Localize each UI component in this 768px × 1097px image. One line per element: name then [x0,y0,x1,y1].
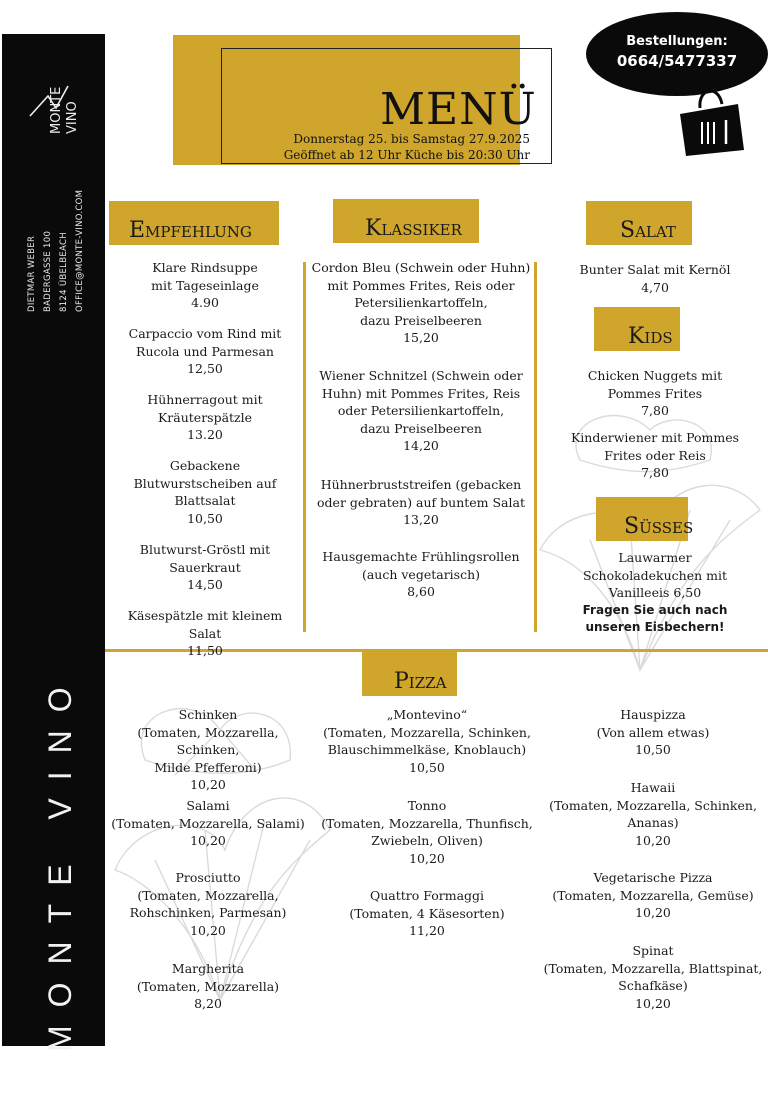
section-header-empfehlung [109,201,279,245]
section-title-suesses: Süßes [624,514,694,539]
item-price: 10,50 [409,759,445,775]
item-price: 10,20 [190,922,226,938]
item-name: Blutwurst-Gröstl mit Sauerkraut [139,542,271,575]
item-name: Bunter Salat mit Kernöl [579,262,731,277]
item-name: Carpaccio vom Rind mit Rucola und Parmesan [128,326,282,359]
item-name: Lauwarmer Schokoladekuchen mit Vanilleeis 6,50 [582,550,728,600]
menu-item-empfehlung-4 [110,457,300,527]
item-price: 8,60 [407,584,435,599]
pizza-item-tonno [318,797,536,867]
address-street: BADERGASSE 100 [43,230,53,312]
item-price: 10,20 [190,777,226,792]
item-price: 8,20 [194,996,222,1011]
item-name: Gebackene Blutwurstscheiben auf Blattsalat [133,458,277,508]
item-price: 10,20 [635,832,671,848]
item-name: Hawaii (Tomaten, Mozzarella, Schinken, Ananas) [549,780,757,830]
section-header-suesses [596,497,694,541]
pizza-item-hawaii [540,779,766,849]
item-name: Spinat (Tomaten, Mozzarella, Blattspinat, Schafkäse) [543,943,763,993]
pizza-item-quattro-formaggi [318,887,536,940]
order-phone[interactable]: 0664/5477337 [616,52,738,70]
divider-right [534,262,537,632]
item-price: 14,20 [403,438,439,453]
menu-item-klassiker-2 [310,367,532,455]
divider-left [303,262,306,632]
item-price: 13,20 [403,512,439,527]
hours-line: Geöffnet ab 12 Uhr Küche bis 20:30 Uhr [283,148,530,162]
item-price: 10,20 [635,995,671,1011]
item-name: Quattro Formaggi (Tomaten, 4 Käsesorten) [349,888,505,921]
item-name: Kinderwiener mit Pommes Frites oder Reis [570,430,740,463]
section-title-empfehlung: Empfehlung [129,218,252,243]
menu-item-klassiker-1 [310,259,532,347]
item-name: Cordon Bleu (Schwein oder Huhn) mit Pommes Frites, Reis oder Petersilienkartoffeln, dazu Preiselbeeren [311,260,531,328]
item-price: 4.90 [191,295,219,310]
pizza-item-prosciutto [108,869,308,939]
menu-item-empfehlung-6 [110,607,300,660]
item-price: 10,20 [635,905,671,920]
item-price: 10,50 [635,742,671,757]
address-city: 8124 ÜBELBEACH [59,232,69,312]
menu-item-empfehlung-1 [110,259,300,312]
item-name: „Montevino“ (Tomaten, Mozzarella, Schinken, Blauschimmelkäse, Knoblauch) [323,707,531,757]
item-name: Käsespätzle mit kleinem Salat [127,608,283,641]
item-price: 15,20 [403,330,439,345]
item-name: Tonno (Tomaten, Mozzarella, Thunfisch, Zwiebeln, Oliven) [321,798,533,848]
ice-cream-note: Fragen Sie auch nach unseren Eisbechern! [582,602,728,634]
section-title-pizza: Pizza [394,669,447,694]
menu-item-empfehlung-5 [110,541,300,594]
pizza-item-salami [108,797,308,850]
date-line: Donnerstag 25. bis Samstag 27.9.2025 [293,132,530,146]
menu-item-klassiker-3 [310,476,532,529]
date-hours [250,131,530,163]
section-header-klassiker [333,199,479,243]
address-name: DIETMAR WEBER [27,235,37,312]
item-name: Hausgemachte Frühlingsrollen (auch vegetarisch) [322,549,520,582]
shopping-bag-icon [672,74,752,156]
pizza-item-vegetarisch [540,869,766,922]
item-name: Schinken (Tomaten, Mozzarella, Schinken, Milde Pfefferoni) [137,707,279,775]
item-price: 10,20 [409,850,445,866]
item-price: 11,50 [187,643,223,658]
item-name: Klare Rindsuppe mit Tageseinlage [151,260,259,293]
item-name: Hühnerragout mit Kräuterspätzle [147,392,263,425]
section-header-pizza [362,652,457,696]
menu-item-salat-1 [545,261,765,296]
item-price: 12,50 [187,361,223,376]
item-name: Wiener Schnitzel (Schwein oder Huhn) mit Pommes Frites, Reis oder Petersilienkartoffeln, dazu Preiselbeeren [319,368,523,436]
item-name: Prosciutto (Tomaten, Mozzarella, Rohschinken, Parmesan) [129,870,287,920]
item-name: Chicken Nuggets mit Pommes Frites [587,368,723,401]
section-title-kids: Kids [628,324,673,349]
item-price: 10,50 [187,510,223,526]
address-email[interactable]: OFFICE@MONTE-VINO.COM [75,189,85,312]
logo-text-monte: MONTE [49,86,64,134]
item-price: 7,80 [641,465,669,480]
item-price: 10,20 [190,833,226,848]
item-name: Hauspizza (Von allem etwas) [596,707,710,740]
menu-item-kids-2 [545,429,765,482]
item-name: Margherita (Tomaten, Mozzarella) [136,961,280,994]
menu-item-suesses [545,549,765,637]
address-block [26,162,96,312]
section-title-klassiker: Klassiker [365,216,462,241]
pizza-item-montevino [318,706,536,776]
sidebar [2,34,105,1052]
item-name: Vegetarische Pizza (Tomaten, Mozzarella, Gemüse) [552,870,754,903]
item-price: 14,50 [187,577,223,592]
order-label: Bestellungen: [626,34,728,49]
section-header-kids [594,307,680,351]
section-header-salat [586,201,692,245]
item-price: 4,70 [641,279,669,295]
pizza-item-margherita [108,960,308,1013]
menu-item-kids-1 [545,367,765,420]
logo-text-vino: VINO [65,101,80,134]
menu-item-klassiker-4 [310,548,532,601]
monte-vino-logo [26,56,82,136]
menu-item-empfehlung-3 [110,391,300,444]
item-name: Salami (Tomaten, Mozzarella, Salami) [111,798,305,831]
pizza-item-spinat [540,942,766,1012]
item-price: 11,20 [409,923,445,938]
brand-vertical: MONTE VINO [42,669,78,1052]
item-price: 13.20 [187,427,223,442]
item-name: Hühnerbruststreifen (gebacken oder gebraten) auf buntem Salat [317,477,525,510]
pizza-item-schinken [108,706,308,794]
section-title-salat: Salat [620,218,676,243]
item-price: 7,80 [641,403,669,418]
pizza-item-hauspizza [540,706,766,759]
menu-item-empfehlung-2 [110,325,300,378]
page-title: MENÜ [380,84,537,135]
